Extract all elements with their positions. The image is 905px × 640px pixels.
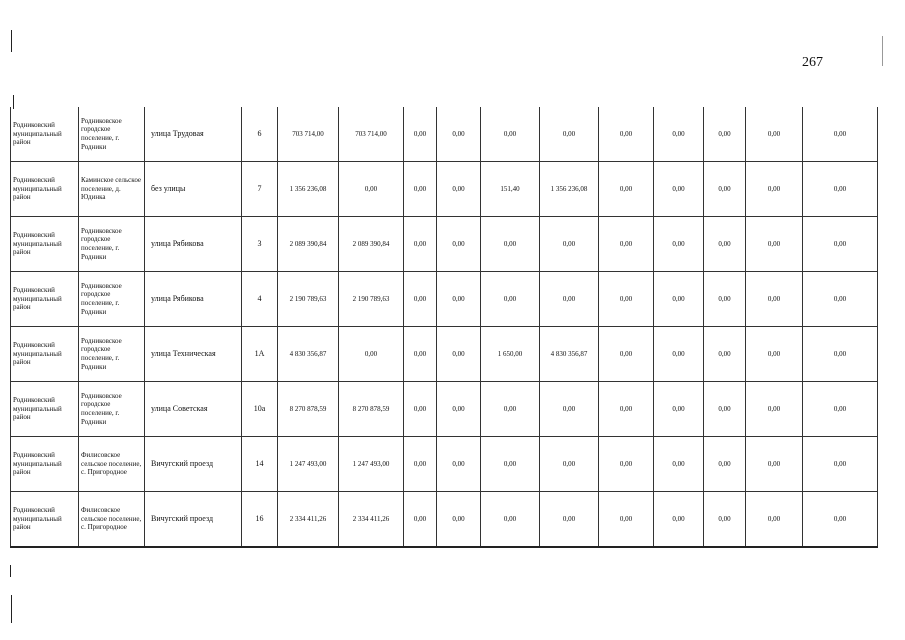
amount-cell: 0,00 (540, 217, 599, 272)
district-cell: Родниковский муниципальный район (11, 217, 79, 272)
amount-cell: 0,00 (704, 327, 746, 382)
amount-cell: 0,00 (654, 217, 704, 272)
street-cell: улица Трудовая (145, 107, 242, 162)
amount-cell: 8 270 878,59 (339, 382, 404, 437)
street-cell: улица Рябикова (145, 272, 242, 327)
amount-cell: 2 089 390,84 (339, 217, 404, 272)
amount-cell: 0,00 (654, 327, 704, 382)
house-number-cell: 14 (242, 437, 278, 492)
registry-table-body (11, 107, 878, 547)
street-cell: Вичугский проезд (145, 492, 242, 548)
amount-cell: 0,00 (481, 272, 540, 327)
amount-cell: 0,00 (404, 272, 437, 327)
amount-cell: 0,00 (404, 217, 437, 272)
district-cell: Родниковский муниципальный район (11, 327, 79, 382)
table-row (11, 162, 878, 217)
table-row (11, 492, 878, 548)
amount-cell: 0,00 (404, 162, 437, 217)
district-cell: Родниковский муниципальный район (11, 382, 79, 437)
table-row (11, 272, 878, 327)
amount-cell: 2 334 411,26 (339, 492, 404, 548)
amount-cell: 0,00 (704, 492, 746, 548)
settlement-cell: Родниковское городское поселение, г. Родники (79, 382, 145, 437)
house-number-cell: 10а (242, 382, 278, 437)
amount-cell: 1 356 236,08 (278, 162, 339, 217)
amount-cell: 0,00 (704, 107, 746, 162)
amount-cell: 0,00 (404, 382, 437, 437)
amount-cell: 0,00 (339, 162, 404, 217)
amount-cell: 0,00 (599, 492, 654, 548)
amount-cell: 0,00 (654, 272, 704, 327)
street-cell: улица Техническая (145, 327, 242, 382)
house-number-cell: 16 (242, 492, 278, 548)
amount-cell: 1 247 493,00 (278, 437, 339, 492)
house-number-cell: 6 (242, 107, 278, 162)
house-number-cell: 1А (242, 327, 278, 382)
amount-cell: 0,00 (481, 217, 540, 272)
amount-cell: 1 356 236,08 (540, 162, 599, 217)
amount-cell: 0,00 (704, 382, 746, 437)
scan-artifact-mark (11, 595, 12, 623)
amount-cell: 0,00 (654, 162, 704, 217)
street-cell: улица Рябикова (145, 217, 242, 272)
district-cell: Родниковский муниципальный район (11, 162, 79, 217)
amount-cell: 0,00 (803, 217, 878, 272)
amount-cell: 0,00 (803, 107, 878, 162)
amount-cell: 0,00 (339, 327, 404, 382)
amount-cell: 0,00 (404, 437, 437, 492)
amount-cell: 0,00 (704, 272, 746, 327)
street-cell: улица Советская (145, 382, 242, 437)
housing-registry-table (10, 107, 878, 548)
amount-cell: 0,00 (803, 162, 878, 217)
amount-cell: 4 830 356,87 (278, 327, 339, 382)
table-row (11, 327, 878, 382)
amount-cell: 0,00 (599, 107, 654, 162)
settlement-cell: Родниковское городское поселение, г. Родники (79, 107, 145, 162)
amount-cell: 0,00 (437, 327, 481, 382)
amount-cell: 703 714,00 (278, 107, 339, 162)
amount-cell: 0,00 (599, 217, 654, 272)
amount-cell: 0,00 (599, 382, 654, 437)
amount-cell: 0,00 (746, 437, 803, 492)
amount-cell: 0,00 (404, 327, 437, 382)
amount-cell: 0,00 (803, 327, 878, 382)
street-cell: без улицы (145, 162, 242, 217)
amount-cell: 0,00 (654, 492, 704, 548)
amount-cell: 0,00 (704, 437, 746, 492)
amount-cell: 0,00 (437, 382, 481, 437)
amount-cell: 0,00 (803, 492, 878, 548)
amount-cell: 0,00 (481, 492, 540, 548)
district-cell: Родниковский муниципальный район (11, 437, 79, 492)
house-number-cell: 4 (242, 272, 278, 327)
amount-cell: 0,00 (404, 492, 437, 548)
amount-cell: 0,00 (746, 272, 803, 327)
amount-cell: 0,00 (481, 437, 540, 492)
amount-cell: 0,00 (540, 382, 599, 437)
amount-cell: 0,00 (437, 492, 481, 548)
amount-cell: 0,00 (704, 217, 746, 272)
settlement-cell: Каминское сельское поселение, д. Юдинка (79, 162, 145, 217)
district-cell: Родниковский муниципальный район (11, 272, 79, 327)
scan-artifact-mark (11, 30, 12, 52)
amount-cell: 0,00 (654, 437, 704, 492)
amount-cell: 0,00 (540, 272, 599, 327)
amount-cell: 0,00 (654, 107, 704, 162)
amount-cell: 2 334 411,26 (278, 492, 339, 548)
amount-cell: 2 190 789,63 (339, 272, 404, 327)
amount-cell: 0,00 (746, 217, 803, 272)
amount-cell: 0,00 (404, 107, 437, 162)
amount-cell: 0,00 (746, 107, 803, 162)
settlement-cell: Родниковское городское поселение, г. Родники (79, 217, 145, 272)
amount-cell: 0,00 (803, 272, 878, 327)
amount-cell: 8 270 878,59 (278, 382, 339, 437)
amount-cell: 2 190 789,63 (278, 272, 339, 327)
amount-cell: 0,00 (437, 162, 481, 217)
amount-cell: 0,00 (481, 382, 540, 437)
amount-cell: 703 714,00 (339, 107, 404, 162)
settlement-cell: Филисовское сельское поселение, с. Пригородное (79, 437, 145, 492)
amount-cell: 0,00 (704, 162, 746, 217)
amount-cell: 0,00 (803, 382, 878, 437)
street-cell: Вичугский проезд (145, 437, 242, 492)
amount-cell: 0,00 (599, 327, 654, 382)
amount-cell: 1 650,00 (481, 327, 540, 382)
table-row (11, 382, 878, 437)
amount-cell: 0,00 (599, 162, 654, 217)
amount-cell: 0,00 (803, 437, 878, 492)
house-number-cell: 3 (242, 217, 278, 272)
amount-cell: 0,00 (481, 107, 540, 162)
district-cell: Родниковский муниципальный район (11, 107, 79, 162)
settlement-cell: Родниковское городское поселение, г. Родники (79, 327, 145, 382)
amount-cell: 4 830 356,87 (540, 327, 599, 382)
settlement-cell: Филисовское сельское поселение, с. Пригородное (79, 492, 145, 548)
amount-cell: 0,00 (746, 327, 803, 382)
amount-cell: 2 089 390,84 (278, 217, 339, 272)
table-row (11, 437, 878, 492)
amount-cell: 0,00 (540, 107, 599, 162)
settlement-cell: Родниковское городское поселение, г. Родники (79, 272, 145, 327)
amount-cell: 0,00 (599, 272, 654, 327)
amount-cell: 0,00 (746, 162, 803, 217)
table-row (11, 107, 878, 162)
table-row (11, 217, 878, 272)
amount-cell: 0,00 (599, 437, 654, 492)
house-number-cell: 7 (242, 162, 278, 217)
amount-cell: 0,00 (437, 437, 481, 492)
amount-cell: 1 247 493,00 (339, 437, 404, 492)
district-cell: Родниковский муниципальный район (11, 492, 79, 548)
scan-artifact-mark (10, 565, 11, 577)
amount-cell: 0,00 (746, 492, 803, 548)
amount-cell: 0,00 (654, 382, 704, 437)
amount-cell: 0,00 (540, 492, 599, 548)
amount-cell: 0,00 (746, 382, 803, 437)
page-number: 267 (802, 55, 823, 70)
amount-cell: 0,00 (437, 107, 481, 162)
amount-cell: 151,40 (481, 162, 540, 217)
amount-cell: 0,00 (437, 272, 481, 327)
scan-artifact-mark (882, 36, 883, 66)
amount-cell: 0,00 (437, 217, 481, 272)
amount-cell: 0,00 (540, 437, 599, 492)
